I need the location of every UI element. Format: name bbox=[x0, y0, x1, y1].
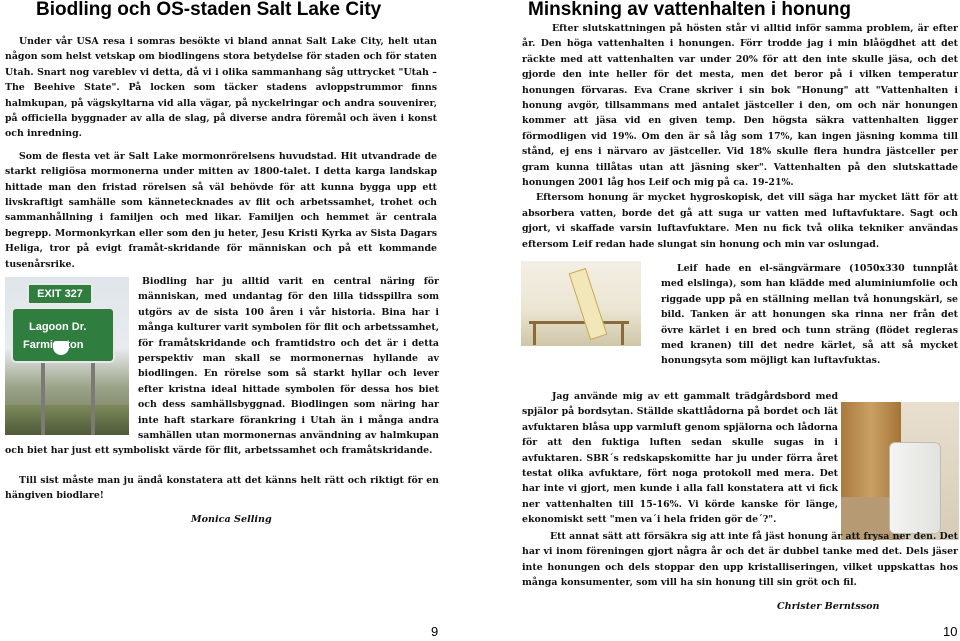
sign-line-1: Lagoon Dr. bbox=[29, 321, 87, 333]
paragraph-dehumidifier: Eftersom honung är mycket hygroskopisk, det vill säga har mycket lätt för att absorbera vatten, borde det gå att suga ur vatten med luftavfuktare. Sagt och gjort, vi skaffade varsin luftavfuktare. Men nu fick två olika tekniker användas eftersom Leif redan hade slungat sin honung och min var oslungad. bbox=[522, 192, 958, 250]
article-body-bottom-right bbox=[522, 529, 958, 591]
paragraph-water-content: Efter slutskattningen på hösten står vi alltid inför samma problem, är efter år. Den höga vattenhalten i honungen. Förr trodde jag i min blåögdhet att det räckte med att vattenhalten var under 20% för att den inte skulle jäsa, och det gjorde den inte heller för det mesta, men det beror på i vilken temperatur honungen förvaras. Eva Crane skriver i sin bok "Honung" att "Vattenhalten i honung avgör, tillsammans med antalet jästceller i den, om och när honungen kommer att jäsa vid en given temp. Den högsta säkra vattenhalten ligger förmodligen vid 19%. Om den är så låg som 17%, kan ingen jäsning komma till stånd, ej ens i närvaro av jästceller. Vid 18% skulle flera hundra jästceller per gram kunna tillåtas utan att jäsning sker". Vattenhalten på den slutskattade honungen 2001 låg hos Leif och mig på ca. 19-21%. bbox=[522, 23, 958, 189]
article-title-right: Minskning av vattenhalten i honung bbox=[528, 0, 852, 20]
paragraph-leif-method: Leif hade en el-sängvärmare (1050x330 tunnplåt med elslinga), som han klädde med aluminiumfolie och riggade upp på en ställning mellan två honungskärl, se bild. Tanken är att honungen ska rinna ner från det övre kärlet i en bred och tunn sträng (flödet regleras med kranen) till det nedre kärlet, så att så mycket honungsyta som möjligt kan luftavfuktas. bbox=[661, 263, 958, 367]
paragraph-mormons: Som de flesta vet är Salt Lake mormonrörelsens huvudstad. Hit utvandrade de starkt religiösa mormonerna under mitten av 1800-talet. I detta karga landskap hittade man den fristad rörelsen så väl behövde för att kunna bygga upp ett livskraftigt samhälle som kännetecknades av flit och arbetssamhet, trohet och sammanhållning i familjen och med likar. Familjen och hemmet är centrala begrepp. Mormonkyrkan eller som den ju heter, Jesu Kristi Kyrka av Sista Dagars Heliga, tror på evigt framåt-skridande för människan och på ett kommande tusenårsrike. bbox=[5, 150, 437, 270]
page-number-left: 9 bbox=[431, 624, 439, 639]
paragraph-freezing: Ett annat sätt att försäkra sig att inte få jäst honung är att frysa ner den. Det har vi inom föreningen gjort några år och det är dubbel tanke med det. Dels jäser inte honungen och dels stoppar den upp kristalliseringen, vilket uppskattas hos många konsumenter, som vill ha sin honung till sin gröt och fil. bbox=[522, 531, 958, 589]
article-body-bottom-left bbox=[5, 274, 439, 504]
paragraph-intro: Under vår USA resa i somras besökte vi bland annat Salt Lake City, helt utan någon som helst vetskap om biodlingens stora betydelse för staden och för staten Utah. Snart nog vareblev vi detta, då vi i olika sammanhang såg uttrycket "Utah – The Beehive State". På locken som täcker stadens avloppstrummor finns halmkupan, på vägskyltarna vid alla vägar, på nyckelringar och andra souvenirer, på officiella byggnader av alla de slag, på diverse andra föremål och även i konst och inredning. bbox=[5, 36, 437, 140]
bed-warmer-rig-photo bbox=[521, 261, 641, 346]
paragraph-garden-table: Jag använde mig av ett gammalt trädgårdsbord med spjälor på bordsytan. Ställde skattlådorna på bordet och lät avfuktaren blåsa upp varmluft genom spjälorna och lådorna för att den fuktiga luften sedan skulle sugas in i avfuktaren. SBR´s redskapskomitte har ju under förra året testat olika avfuktare, fört noga protokoll med mera. Det har inte vi gjort, men kunde i alla fall konstatera att vi fick ner vattenhalten till 15-16%. Vi körde kanske för länge, ekonomiskt sett "men va´i hela friden gör de´?". bbox=[522, 391, 838, 526]
signature-right: Christer Berntsson bbox=[777, 601, 880, 612]
paragraph-beekeeping: Biodling har ju alltid varit en central näring för människan, med undantag för den lilla tidsspillra som utgörs av de sista 100 åren i vår historia. Bina har i många kulturer varit symbolen för flit och arbetssamhet, för framåtskridande och framtidstro och det är i detta perspektiv man skall se mormonernas hyllande av biodlingen. En rörelse som så starkt hyllar och lever efter kristna ideal hittade symbolen för dessa hos biet och dess samhällsbyggnad. Biodlingen som näring har inte haft starkare förankring i Utah än i många andra samhällen utan mormonernas användning av halmkupan och biet har just ett symboliskt värde för flit, arbetssamhet och framåtskridande. bbox=[5, 276, 439, 457]
article-body-top-left bbox=[5, 34, 437, 272]
signature-left: Monica Selling bbox=[191, 514, 272, 525]
article-body-mid-right bbox=[661, 261, 958, 369]
exit-label: EXIT 327 bbox=[27, 283, 93, 305]
article-title-left: Biodling och OS-staden Salt Lake City bbox=[36, 0, 382, 20]
dehumidifier-box-photo bbox=[841, 402, 959, 540]
paragraph-conclusion: Till sist måste man ju ändå konstatera att det känns helt rätt och riktigt för en hängiven biodlare! bbox=[5, 474, 439, 502]
page-number-right: 10 bbox=[943, 624, 958, 639]
article-body-lower-right bbox=[522, 389, 838, 528]
article-body-top-right bbox=[522, 21, 958, 252]
sign-line-2: Farmington bbox=[23, 339, 84, 351]
right-page bbox=[480, 0, 960, 641]
